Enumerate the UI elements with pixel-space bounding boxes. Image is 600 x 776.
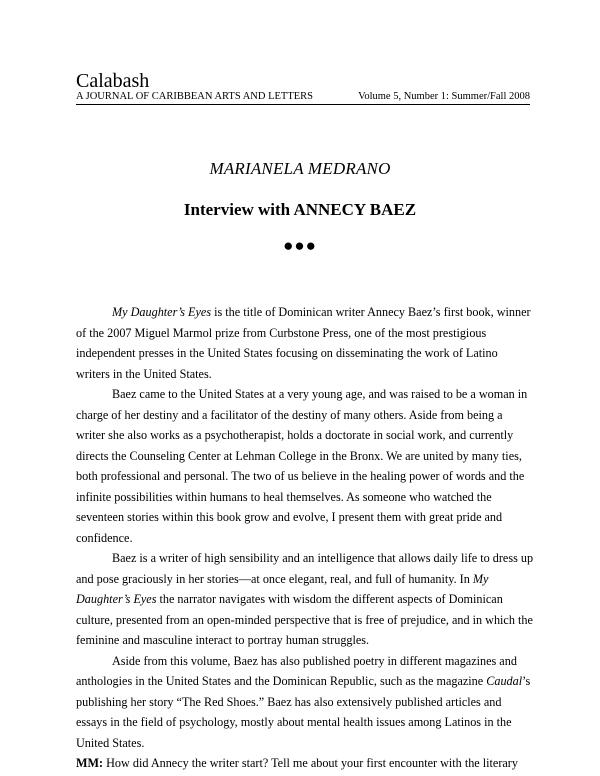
volume-info: Volume 5, Number 1: Summer/Fall 2008 bbox=[358, 91, 530, 102]
article-body bbox=[76, 302, 534, 774]
article-title: Interview with ANNECY BAEZ bbox=[183, 200, 417, 219]
journal-subheader bbox=[76, 91, 530, 105]
journal-title: Calabash bbox=[76, 70, 150, 92]
book-title: My Daughter’s Eyes bbox=[76, 571, 489, 606]
magazine-title: Caudal bbox=[486, 674, 523, 688]
paragraph-1: My Daughter’s Eyes is the title of Dominican writer Annecy Baez’s first book, winner of the 2007 Miguel Marmol prize from Curbstone Press, one of the most prestigious independent presses in the United States focusing on disseminating the work of Latino writers in the United States. bbox=[76, 305, 531, 381]
question-1: MM: How did Annecy the writer start? Tell me about your first encounter with the literary bbox=[76, 756, 518, 770]
journal-subtitle: A JOURNAL OF CARIBBEAN ARTS AND LETTERS bbox=[76, 91, 314, 102]
book-title: My Daughter’s Eyes bbox=[112, 305, 212, 319]
paragraph-4: Aside from this volume, Baez has also published poetry in different magazines and anthologies in the United States and the Dominican Republic, such as the magazine Caudal’s publishing her story “The Red Shoes.” Baez has also extensively published articles and essays in the field of psychology, mostly about mental health issues among Latinos in the United States. bbox=[76, 653, 531, 750]
paragraph-3: Baez is a writer of high sensibility and an intelligence that allows daily life to dress up and pose graciously in her stories—at once elegant, real, and full of humanity. In My Daughter’s Eyes the narrator navigates with wisdom the different aspects of Dominican culture, presented from an open-minded perspective that is free of prejudice, and in which the feminine and masculine interact to portray human struggles. bbox=[76, 551, 534, 647]
paragraph-2: Baez came to the United States at a very young age, and was raised to be a woman in charge of her destiny and a facilitator of the destiny of many others. Aside from being a writer she also works as a psychotherapist, holds a doctorate in social work, and currently directs the Counseling Center at Lehman College in the Bronx. We are united by many ties, both professional and personal. The two of us believe in the healing power of words and the infinite possibilities within humans to heal themselves. As someone who watched the seventeen stories within this book grow and evolve, I present them with great pride and confidence. bbox=[76, 387, 528, 545]
author-name: MARIANELA MEDRANO bbox=[209, 159, 391, 178]
section-separator: ●●● bbox=[283, 236, 317, 255]
speaker-label: MM: bbox=[76, 756, 104, 770]
